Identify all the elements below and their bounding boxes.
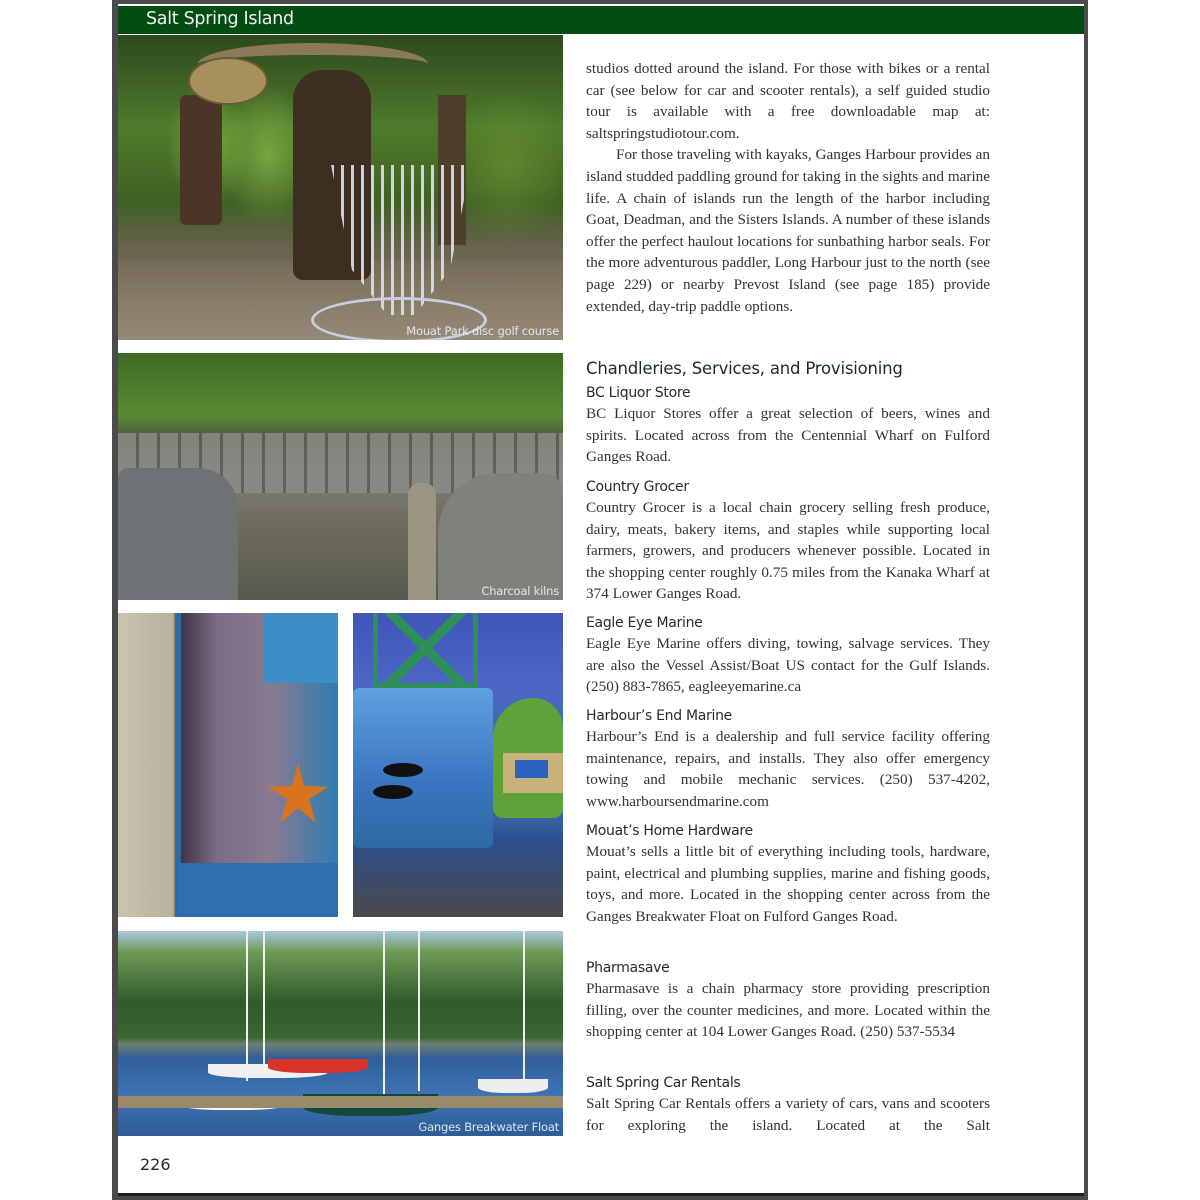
listing-description: Harbour’s End is a dealership and full service facility offering maintenance, repairs, and installs. They also offer emergency towing and mobile mechanic services. (250) 537-4202, www.harboursendmarine.com: [586, 728, 990, 810]
photo-caption: Charcoal kilns: [481, 584, 559, 598]
photo-rock: [438, 473, 563, 600]
photo-boat: [268, 1059, 368, 1073]
chapter-header-bar: [118, 6, 1084, 34]
photo-mast: [523, 931, 525, 1081]
photo-orca-mural: [353, 613, 563, 917]
listing-description: BC Liquor Stores offer a great selection of beers, wines and spirits. Located across from the Centennial Wharf on Fulford Ganges Road.: [586, 405, 990, 466]
intro-paragraph: For those traveling with kayaks, Ganges Harbour provides an island studded paddling ground for taking in the sights and marine life. A chain of islands run the length of the harbor including Goat, Deadman, and the Sisters Islands. A number of these islands offer the perfect haulout locations for sunbathing harbor seals. For the more adventurous paddler, Long Harbour just to the north (see page 229) or nearby Prevost Island (see page 185) provide extended, day-trip paddle options.: [586, 146, 990, 315]
photo-caption: Ganges Breakwater Float: [418, 1120, 559, 1134]
photo-disc-golf: [118, 35, 563, 340]
listing-description: Eagle Eye Marine offers diving, towing, salvage services. They are also the Vessel Assist/Boat US contact for the Gulf Islands. (250) 883-7865, eagleeyemarine.ca: [586, 635, 990, 696]
photo-mast: [263, 931, 265, 1071]
listing-description: Country Grocer is a local chain grocery selling fresh produce, dairy, meats, bakery items, and staples while supporting local farmers, growers, and producers whenever possible. Located in the shopping center roughly 0.75 miles from the Kanaka Wharf at 374 Lower Ganges Road.: [586, 499, 990, 603]
photo-dock: [118, 1096, 563, 1108]
photo-sky: [263, 613, 338, 683]
page-bottom-edge: [118, 1193, 1084, 1196]
photo-orca: [383, 763, 423, 777]
listing-entry: [586, 477, 990, 605]
listing-title: Salt Spring Car Rentals: [586, 1075, 741, 1091]
photo-charcoal-kilns: [118, 353, 563, 600]
photo-orca: [373, 785, 413, 799]
listing-title: Harbour’s End Marine: [586, 708, 732, 724]
chapter-title: Salt Spring Island: [146, 9, 294, 29]
photo-starfish-mural: [118, 613, 338, 917]
page-number: 226: [140, 1155, 171, 1174]
listing-title: Eagle Eye Marine: [586, 615, 703, 631]
listing-entry: [586, 1073, 990, 1136]
photo-painted-drum: [353, 688, 493, 848]
listing-description: Mouat’s sells a little bit of everything including tools, hardware, paint, electrical and plumbing supplies, marine and fishing goods, toys, and more. Located in the shopping center across from the Ganges Breakwater Float on Fulford Ganges Road.: [586, 843, 990, 925]
photo-tree-trunk: [180, 95, 222, 225]
photo-store-sign: [515, 760, 548, 778]
photo-mural-border: [178, 863, 338, 917]
listing-entry: [586, 821, 990, 927]
intro-paragraph: studios dotted around the island. For those with bikes or a rental car (see below for car and scooter rentals), a self guided studio tour is available with a free downloadable map at: saltspringstudiotour.com.: [586, 60, 990, 142]
photo-mast: [246, 931, 248, 1081]
photo-boat: [478, 1079, 548, 1093]
listing-title: BC Liquor Store: [586, 385, 691, 401]
photo-mast: [383, 931, 385, 1101]
listing-title: Pharmasave: [586, 960, 670, 976]
section-heading: Chandleries, Services, and Provisioning: [586, 359, 903, 378]
listing-entry: [586, 613, 990, 698]
listing-description: Salt Spring Car Rentals offers a variety of cars, vans and scooters for exploring the island. Located at the Salt: [586, 1095, 990, 1134]
photo-wooden-sign: [188, 57, 268, 105]
photo-harbour: [118, 931, 563, 1136]
listing-entry: [586, 706, 990, 812]
listing-description: Pharmasave is a chain pharmacy store providing prescription filling, over the counter medicines, and more. Located within the shopping center at 104 Lower Ganges Road. (250) 537-5534: [586, 980, 990, 1041]
photo-starfish: [268, 763, 328, 823]
photo-mast: [418, 931, 420, 1091]
photo-green-tower: [373, 613, 478, 688]
listing-entry: [586, 958, 990, 1043]
intro-text: [586, 58, 990, 317]
listing-entry: [586, 383, 990, 468]
photo-stone-post: [408, 483, 436, 600]
listing-title: Country Grocer: [586, 479, 689, 495]
photo-rock: [118, 468, 238, 600]
listing-title: Mouat’s Home Hardware: [586, 823, 753, 839]
photo-caption: Mouat Park disc golf course: [406, 324, 559, 338]
